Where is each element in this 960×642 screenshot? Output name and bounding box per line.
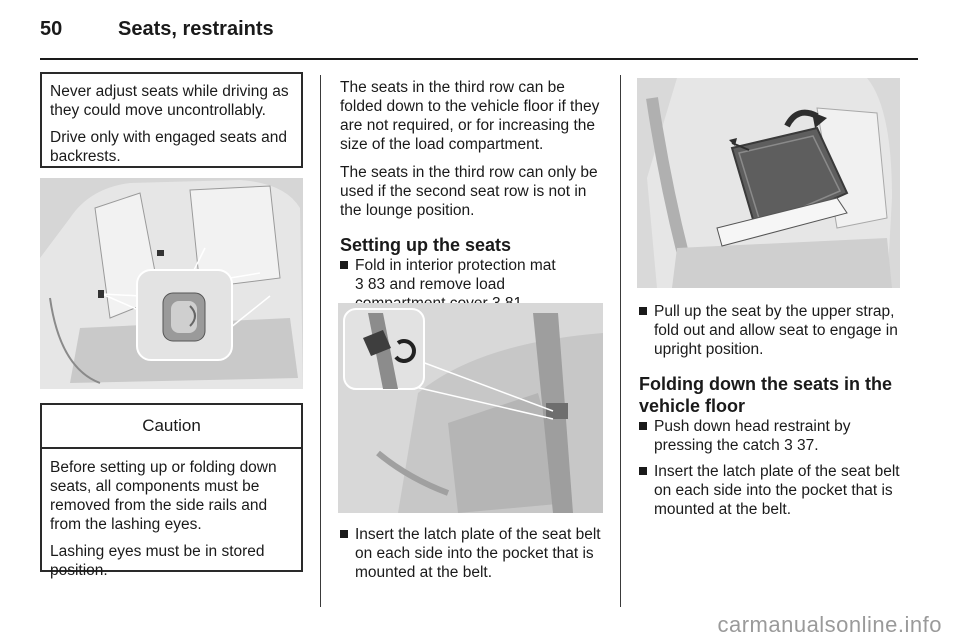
caution-text-2: Lashing eyes must be in stored position.	[50, 543, 265, 579]
setup-heading: Setting up the seats	[340, 235, 512, 255]
rear-cargo-illustration	[40, 178, 303, 389]
fold-step-1: Push down head restraint by pressing the catch 3 37.	[639, 417, 904, 455]
seat-belt-illustration	[338, 303, 603, 513]
warning-box	[40, 72, 303, 168]
page-number: 50	[40, 18, 63, 40]
column-divider-right	[620, 75, 621, 607]
figure-rear-cargo-hook	[40, 178, 303, 389]
setup-step-1-line-1: Fold in interior protection mat	[355, 257, 556, 274]
caution-box	[40, 403, 303, 579]
column-2-intro	[340, 78, 604, 320]
warning-text-2: Drive only with engaged seats and backrests.	[50, 129, 287, 165]
caution-title: Caution	[42, 405, 301, 449]
setup-steps-cont	[340, 525, 604, 582]
setup-step-1-line-2: 3 83 and remove load	[355, 276, 505, 293]
pull-up-steps	[639, 302, 904, 359]
page-header	[40, 18, 920, 58]
column-2-step	[340, 525, 604, 589]
intro-text-2: The seats in the third row can only be used if the second seat row is not in the lounge position.	[340, 164, 598, 219]
watermark: carmanualsonline.info	[717, 612, 942, 637]
column-3-text	[639, 302, 904, 526]
figure-seat-fold-up	[637, 78, 900, 288]
fold-steps	[639, 417, 904, 519]
section-title: Seats, restraints	[118, 18, 274, 40]
fold-heading: Folding down the seats in the vehicle floor	[639, 374, 893, 416]
warning-text-1: Never adjust seats while driving as they could move uncontrollably.	[50, 83, 289, 119]
intro-text-1: The seats in the third row can be folded down to the vehicle floor if they are not required, or for increasing the size of the load compartment.	[340, 79, 600, 153]
setup-step-2: Insert the latch plate of the seat belt on each side into the pocket that is mounted at the belt.	[340, 525, 604, 582]
pull-up-step: Pull up the seat by the upper strap, fold out and allow seat to engage in upright position.	[639, 302, 904, 359]
header-rule	[40, 58, 918, 60]
caution-text-1: Before setting up or folding down seats, all components must be removed from the side rails and from the lashing eyes.	[50, 459, 277, 533]
seat-fold-illustration	[637, 78, 900, 288]
figure-seat-belt-latch	[338, 303, 603, 513]
fold-step-2: Insert the latch plate of the seat belt on each side into the pocket that is mounted at the belt.	[639, 462, 904, 519]
column-divider-left	[320, 75, 321, 607]
